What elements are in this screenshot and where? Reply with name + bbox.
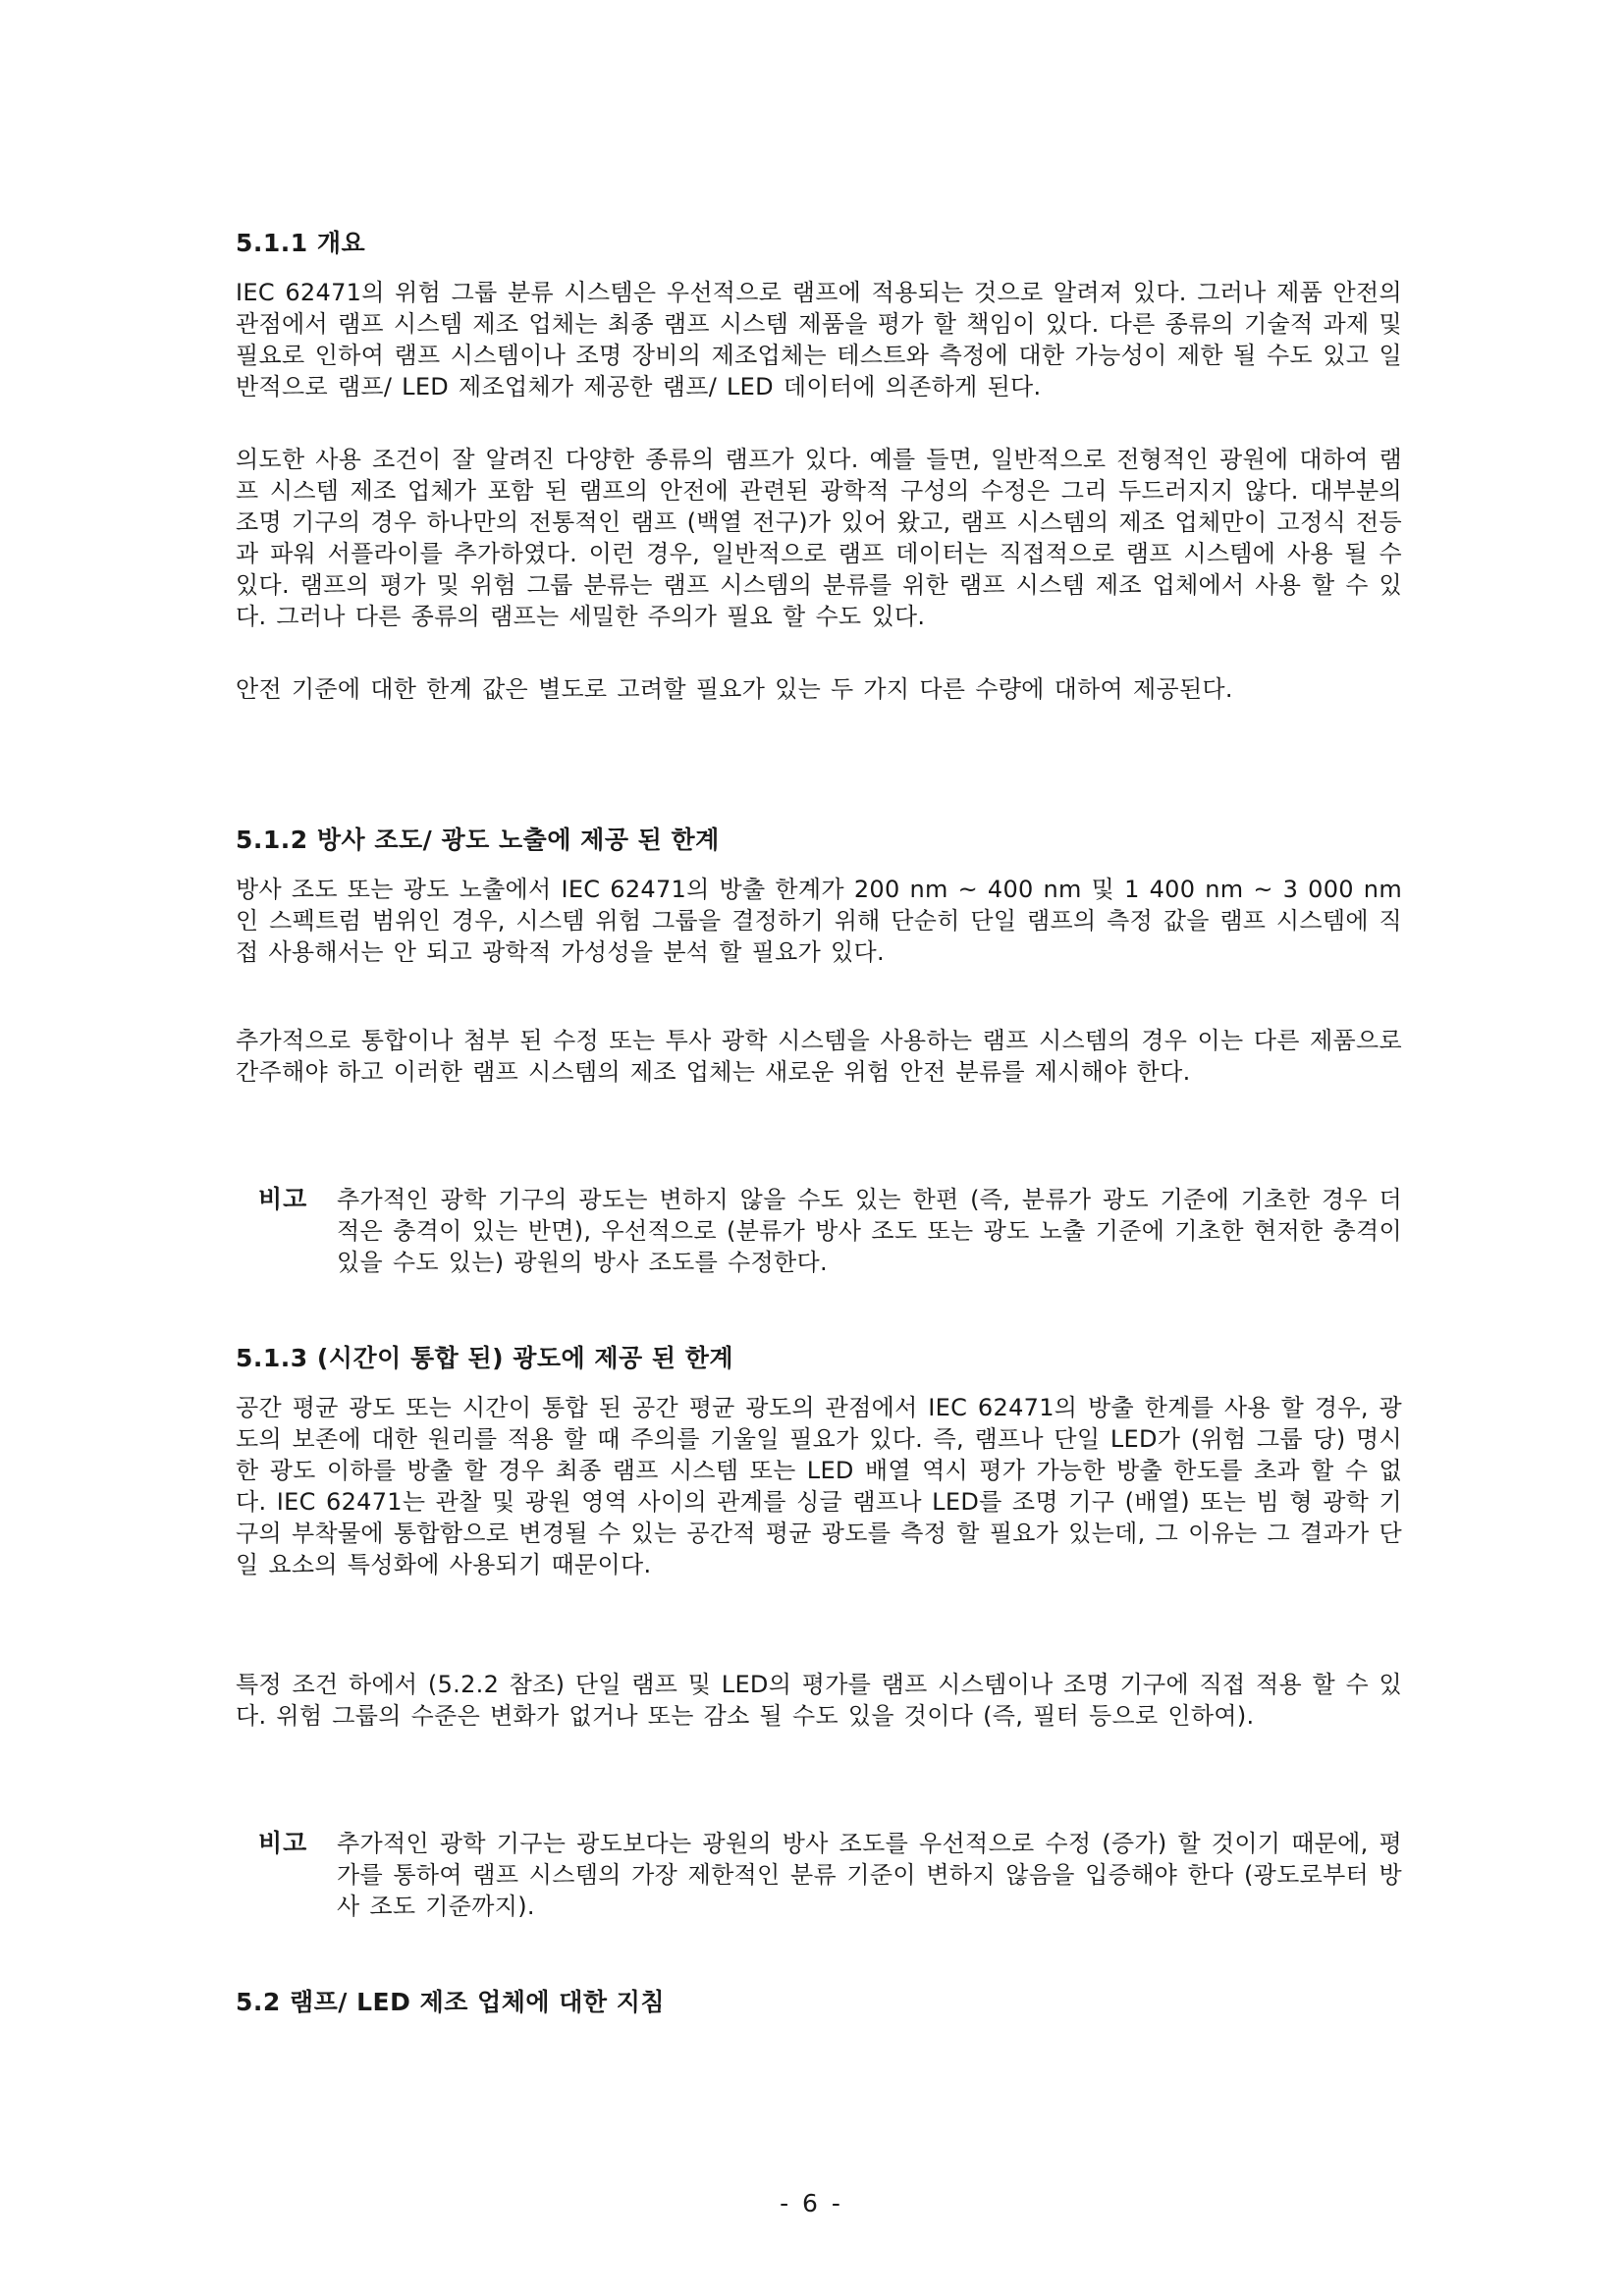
page-number: - 6 - [780,2189,843,2217]
section-heading-5-1-2: 5.1.2 방사 조도/ 광도 노출에 제공 된 한계 [236,826,720,854]
paragraph-5-1-3-conditions: 특정 조건 하에서 (5.2.2 참조) 단일 램프 및 LED의 평가를 램프 시스템이나 조명 기구에 직접 적용 할 수 있다. 위험 그룹의 수준은 변화가 없거나 또는 감소 될 수도 있을 것이다 (즉, 필터 등으로 인하여). [236,1671,1402,1730]
paragraph-5-1-1-limits: 안전 기준에 대한 한계 값은 별도로 고려할 필요가 있는 두 가지 다른 수량에 대하여 제공된다. [236,675,1233,703]
paragraph-5-1-3-radiance: 공간 평균 광도 또는 시간이 통합 된 공간 평균 광도의 관점에서 IEC 62471의 방출 한계를 사용 할 경우, 광도의 보존에 대한 원리를 적용 할 때 주의를 기울일 필요가 있다. 즉, 램프나 단일 LED가 (위험 그룹 당) 명시 한 광도 이하를 방출 할 경우 최종 램프 시스템 또는 LED 배열 역시 평가 가능한 방출 한도를 초과 할 수 없다. IEC 62471는 관찰 및 광원 영역 사이의 관계를 싱글 램프나 LED를 조명 기구 (배열) 또는 빔 형 광학 기구의 부착물에 통합함으로 변경될 수 있는 공간적 평균 광도를 측정 할 필요가 있는데, 그 이유는 그 결과가 단일 요소의 특성화에 사용되기 때문이다. [236,1394,1402,1578]
note-5-1-2 [258,1184,1402,1278]
paragraph-5-1-2-optics: 추가적으로 통합이나 첨부 된 수정 또는 투사 광학 시스템을 사용하는 램프 시스템의 경우 이는 다른 제품으로 간주해야 하고 이러한 램프 시스템의 제조 업체는 새로운 위험 안전 분류를 제시해야 한다. [236,1027,1402,1086]
note-text: 추가적인 광학 기구의 광도는 변하지 않을 수도 있는 한편 (즉, 분류가 광도 기준에 기초한 경우 더 적은 충격이 있는 반면), 우선적으로 (분류가 방사 조도 또는 광도 노출 기준에 기초한 현저한 충격이 있을 수도 있는) 광원의 방사 조도를 수정한다. [337,1186,1402,1276]
section-heading-5-1-1: 5.1.1 개요 [236,229,366,257]
note-label: 비고 [258,1829,308,1857]
note-text: 추가적인 광학 기구는 광도보다는 광원의 방사 조도를 우선적으로 수정 (증가) 할 것이기 때문에, 평가를 통하여 램프 시스템의 가장 제한적인 분류 기준이 변하지 않음을 입증해야 한다 (광도로부터 방사 조도 기준까지). [337,1830,1402,1920]
paragraph-5-1-1-lamp-types: 의도한 사용 조건이 잘 알려진 다양한 종류의 램프가 있다. 예를 들면, 일반적으로 전형적인 광원에 대하여 램프 시스템 제조 업체가 포함 된 램프의 안전에 관련된 광학적 구성의 수정은 그리 두드러지지 않다. 대부분의 조명 기구의 경우 하나만의 전통적인 램프 (백열 전구)가 있어 왔고, 램프 시스템의 제조 업체만이 고정식 전등과 파워 서플라이를 추가하였다. 이런 경우, 일반적으로 램프 데이터는 직접적으로 램프 시스템에 사용 될 수 있다. 램프의 평가 및 위험 그룹 분류는 램프 시스템의 분류를 위한 램프 시스템 제조 업체에서 사용 할 수 있다. 그러나 다른 종류의 램프는 세밀한 주의가 필요 할 수도 있다. [236,446,1402,630]
section-heading-5-2: 5.2 램프/ LED 제조 업체에 대한 지침 [236,1988,666,2016]
section-heading-5-1-3: 5.1.3 (시간이 통합 된) 광도에 제공 된 한계 [236,1344,734,1372]
note-5-1-3 [258,1828,1402,1922]
paragraph-5-1-1-intro: IEC 62471의 위험 그룹 분류 시스템은 우선적으로 램프에 적용되는 것으로 알려져 있다. 그러나 제품 안전의 관점에서 램프 시스템 제조 업체는 최종 램프 시스템 제품을 평가 할 책임이 있다. 다른 종류의 기술적 과제 및 필요로 인하여 램프 시스템이나 조명 장비의 제조업체는 테스트와 측정에 대한 가능성이 제한 될 수도 있고 일반적으로 램프/ LED 제조업체가 제공한 램프/ LED 데이터에 의존하게 된다. [236,279,1402,400]
paragraph-5-1-2-irradiance: 방사 조도 또는 광도 노출에서 IEC 62471의 방출 한계가 200 nm ~ 400 nm 및 1 400 nm ~ 3 000 nm인 스펙트럼 범위인 경우, 시스템 위험 그룹을 결정하기 위해 단순히 단일 램프의 측정 값을 램프 시스템에 직접 사용해서는 안 되고 광학적 가성성을 분석 할 필요가 있다. [236,876,1402,966]
note-label: 비고 [258,1185,308,1213]
